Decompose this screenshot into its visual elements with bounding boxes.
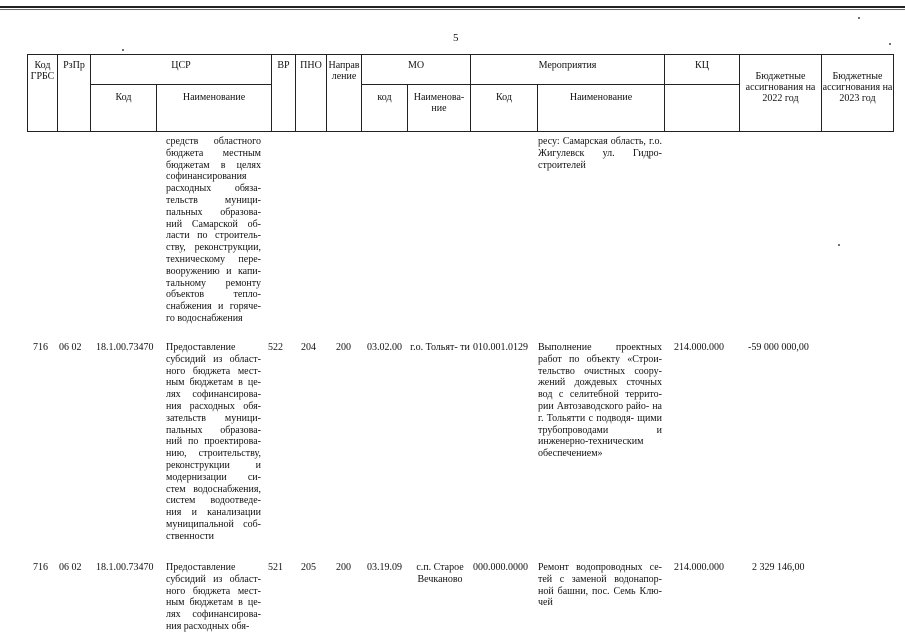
vline bbox=[893, 54, 894, 132]
mo-kod: 03.02.00 bbox=[367, 342, 402, 353]
header-meropriyatiya: Мероприятия bbox=[538, 60, 597, 71]
kod-grbs: 716 bbox=[33, 342, 48, 353]
mer-name: Выполнение проектных работ по объекту «Строи- тельство очистных соору- жений дождевых сточных вод с селитебной террито- рии Автозаводского райо- на г. Тольятти с подводя- щими трубопроводами и инженерно-техническим обеспечением» bbox=[538, 342, 662, 460]
napravlenie: 200 bbox=[336, 562, 351, 573]
header-mer-kod: Код bbox=[496, 92, 512, 103]
header-csr-kod: Код bbox=[115, 92, 132, 103]
top-border bbox=[0, 6, 905, 8]
mo-name: г.о. Тольят- ти bbox=[410, 342, 470, 353]
header-csr: ЦСР bbox=[171, 60, 191, 71]
header-mo-name: Наименова- ние bbox=[413, 92, 465, 114]
vr: 522 bbox=[268, 342, 283, 353]
table-header bbox=[27, 54, 894, 132]
header-mer-name: Наименование bbox=[569, 92, 633, 103]
header-budget-2023: Бюджетные ассигнования на 2023 год bbox=[822, 71, 893, 104]
vr: 521 bbox=[268, 562, 283, 573]
budget-2022: -59 000 000,00 bbox=[748, 342, 809, 353]
scan-speck bbox=[889, 43, 891, 45]
header-budget-2022: Бюджетные ассигнования на 2022 год bbox=[745, 71, 816, 104]
header-kc: КЦ bbox=[695, 60, 709, 71]
csr-kod: 18.1.00.73470 bbox=[96, 562, 154, 573]
header-napravlenie: Направ ление bbox=[328, 60, 360, 82]
pno: 204 bbox=[301, 342, 316, 353]
header-mo: МО bbox=[407, 60, 425, 71]
rzpr: 06 02 bbox=[59, 342, 82, 353]
mer-name: Ремонт водопроводных се- тей с заменой водонапор- ной башни, пос. Семь Клю- чей bbox=[538, 562, 662, 609]
header-top-line bbox=[27, 54, 894, 55]
header-pno: ПНО bbox=[300, 60, 322, 71]
header-rzpr: РзПр bbox=[63, 60, 85, 71]
kod-grbs: 716 bbox=[33, 562, 48, 573]
budget-2022: 2 329 146,00 bbox=[752, 562, 805, 573]
csr-kod: 18.1.00.73470 bbox=[96, 342, 154, 353]
mo-name: с.п. Старое Вечканово bbox=[416, 562, 464, 585]
header-bottom-line bbox=[27, 131, 894, 132]
page-number: 5 bbox=[453, 32, 459, 44]
continuation-csr-name: средств областного бюджета местным бюджетам в целях софинансирования расходных обяза- тельств муници- пальных образова- ний Самарской об- ласти по строитель- ству, реконструкции, техническому пере- вооружению и капи- тальному ремонту объектов тепло- снабжения и горяче- го водоснабжения bbox=[166, 136, 261, 324]
mer-kod: 010.001.0129 bbox=[473, 342, 528, 353]
kc: 214.000.000 bbox=[674, 562, 724, 573]
mo-kod: 03.19.09 bbox=[367, 562, 402, 573]
top-border-thin bbox=[0, 9, 905, 10]
csr-name: Предоставление субсидий из област- ного бюджета мест- ным бюджетам в це- лях софинансирова- ния расходных обя- bbox=[166, 562, 261, 632]
header-kod-grbs: Код ГРБС bbox=[30, 60, 55, 82]
scan-speck bbox=[122, 49, 124, 51]
csr-subline bbox=[90, 84, 271, 85]
mer-kod: 000.000.0000 bbox=[473, 562, 528, 573]
header-mo-kod: код bbox=[377, 92, 392, 103]
kc: 214.000.000 bbox=[674, 342, 724, 353]
csr-name: Предоставление субсидий из област- ного бюджета мест- ным бюджетам в це- лях софинансирова- ния расходных обя- зательств муници- пальных образова- ний по проектирова- нию, строительству, реконструкции и модернизации си- стем водоснабжения, систем водоотведе- ния и канализации муниципальной соб- ственности bbox=[166, 342, 261, 542]
rzpr: 06 02 bbox=[59, 562, 82, 573]
napravlenie: 200 bbox=[336, 342, 351, 353]
header-vr: ВР bbox=[277, 60, 290, 71]
continuation-mer-name: ресу: Самарская область, г.о. Жигулевск ул. Гидро- строителей bbox=[538, 136, 662, 171]
mo-mer-subline bbox=[361, 84, 739, 85]
pno: 205 bbox=[301, 562, 316, 573]
scan-speck bbox=[838, 244, 840, 246]
header-csr-name: Наименование bbox=[182, 92, 246, 103]
scan-speck bbox=[858, 17, 860, 19]
